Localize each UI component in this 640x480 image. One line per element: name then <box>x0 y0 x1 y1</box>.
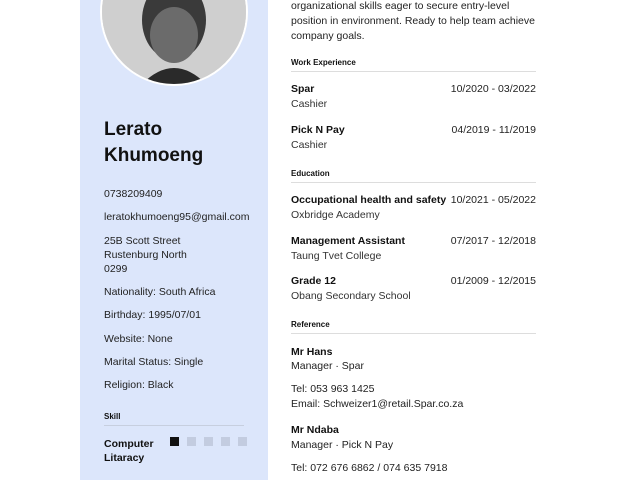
summary-line: position in environment. Ready to help team achieve <box>291 15 535 27</box>
education-entry-date: 10/2021 - 05/2022 <box>450 194 536 206</box>
summary-line: company goals. <box>291 30 365 42</box>
work-entry-date: 04/2019 - 11/2019 <box>451 124 536 136</box>
education-entry-title: Occupational health and safety <box>291 194 447 206</box>
skill-level-dot <box>187 437 196 446</box>
address <box>104 234 187 276</box>
candidate-name: Lerato Khumoeng <box>104 119 204 166</box>
religion: Religion: Black <box>104 379 174 391</box>
work-entry-title: Pick N Pay <box>291 124 345 136</box>
education-entry-date: 07/2017 - 12/2018 <box>450 235 536 247</box>
education-entry-school: Oxbridge Academy <box>291 209 380 221</box>
work-divider <box>291 71 536 72</box>
birthday: Birthday: 1995/07/01 <box>104 309 201 321</box>
education-entry-school: Taung Tvet College <box>291 250 382 262</box>
address-line: 0299 <box>104 263 128 275</box>
work-entry-role: Cashier <box>291 139 328 151</box>
education-divider <box>291 182 536 183</box>
skill-level-dot <box>170 437 179 446</box>
skill-level-dot <box>204 437 213 446</box>
education-entry-title: Management Assistant <box>291 235 405 247</box>
education-entry-title: Grade 12 <box>291 275 336 287</box>
nationality: Nationality: South Africa <box>104 286 216 298</box>
address-line: Rustenburg North <box>104 249 187 261</box>
summary-line: organizational skills eager to secure entry-level <box>291 0 510 12</box>
reference-name: Mr Hans <box>291 346 333 358</box>
reference-divider <box>291 333 536 334</box>
email-address: leratokhumoeng95@gmail.com <box>104 211 250 223</box>
address-line: 25B Scott Street <box>104 235 181 247</box>
education-section-title: Education <box>291 169 330 178</box>
education-entry-school: Obang Secondary School <box>291 290 411 302</box>
work-section-title: Work Experience <box>291 58 356 67</box>
reference-email: Email: Schweizer1@retail.Spar.co.za <box>291 398 464 410</box>
phone-number: 0738209409 <box>104 188 163 200</box>
reference-role: Manager · Pick N Pay <box>291 439 394 451</box>
website: Website: None <box>104 333 173 345</box>
skill-level-meter <box>170 437 247 446</box>
skill-divider <box>104 425 244 426</box>
marital-status: Marital Status: Single <box>104 356 204 368</box>
skill-level-dot <box>238 437 247 446</box>
reference-section-title: Reference <box>291 320 330 329</box>
skill-section-title: Skill <box>104 412 121 421</box>
reference-role: Manager · Spar <box>291 360 364 372</box>
skill-level-dot <box>221 437 230 446</box>
education-entry-date: 01/2009 - 12/2015 <box>450 275 536 287</box>
work-entry-role: Cashier <box>291 98 328 110</box>
reference-name: Mr Ndaba <box>291 424 339 436</box>
skill-name: Computer Litaracy <box>104 438 154 464</box>
summary <box>291 0 541 44</box>
work-entry-title: Spar <box>291 83 315 95</box>
reference-phone: Tel: 053 963 1425 <box>291 383 375 395</box>
reference-phone: Tel: 072 676 6862 / 074 635 7918 <box>291 462 448 474</box>
work-entry-date: 10/2020 - 03/2022 <box>450 83 536 95</box>
